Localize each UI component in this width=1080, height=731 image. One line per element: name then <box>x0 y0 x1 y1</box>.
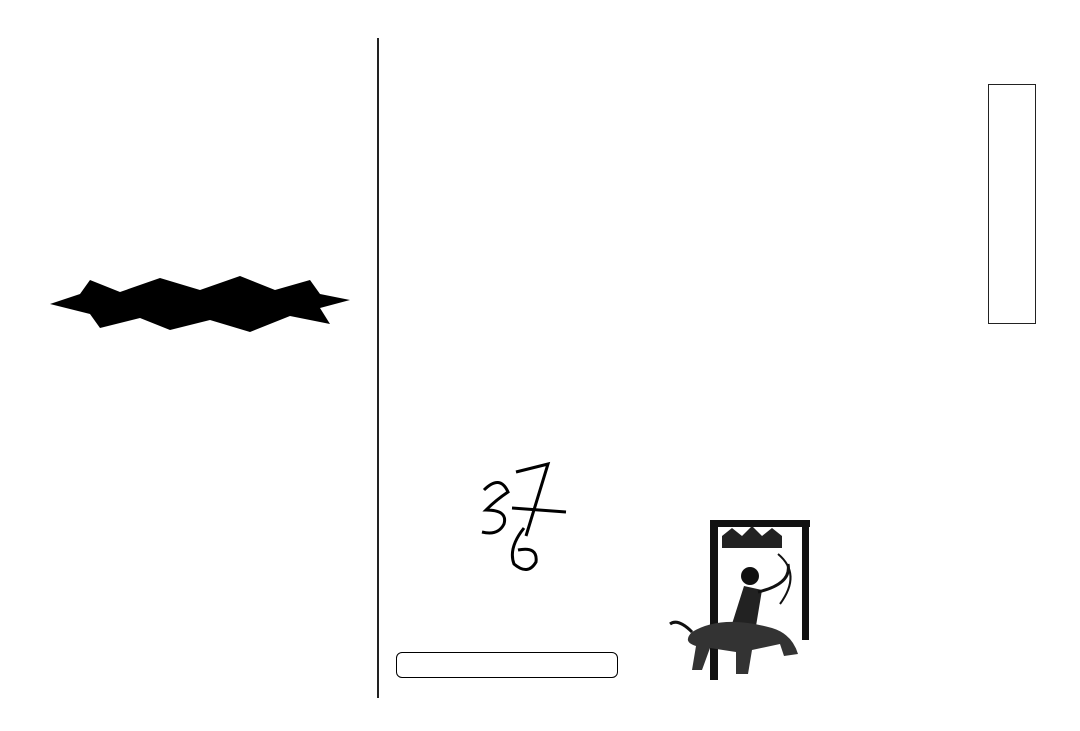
winning-tip-banner <box>50 276 350 332</box>
zodiac-puzzle-grid <box>138 540 283 677</box>
left-border-strip <box>6 40 28 700</box>
column-divider <box>377 38 379 698</box>
zodiac-box <box>988 84 1036 324</box>
guess-box <box>396 652 618 678</box>
handwritten-number <box>478 452 568 582</box>
top-border-strip <box>0 10 1080 32</box>
bottom-border-strip <box>0 703 1080 725</box>
warrior-illustration <box>652 514 832 694</box>
right-border-strip <box>1050 40 1072 700</box>
